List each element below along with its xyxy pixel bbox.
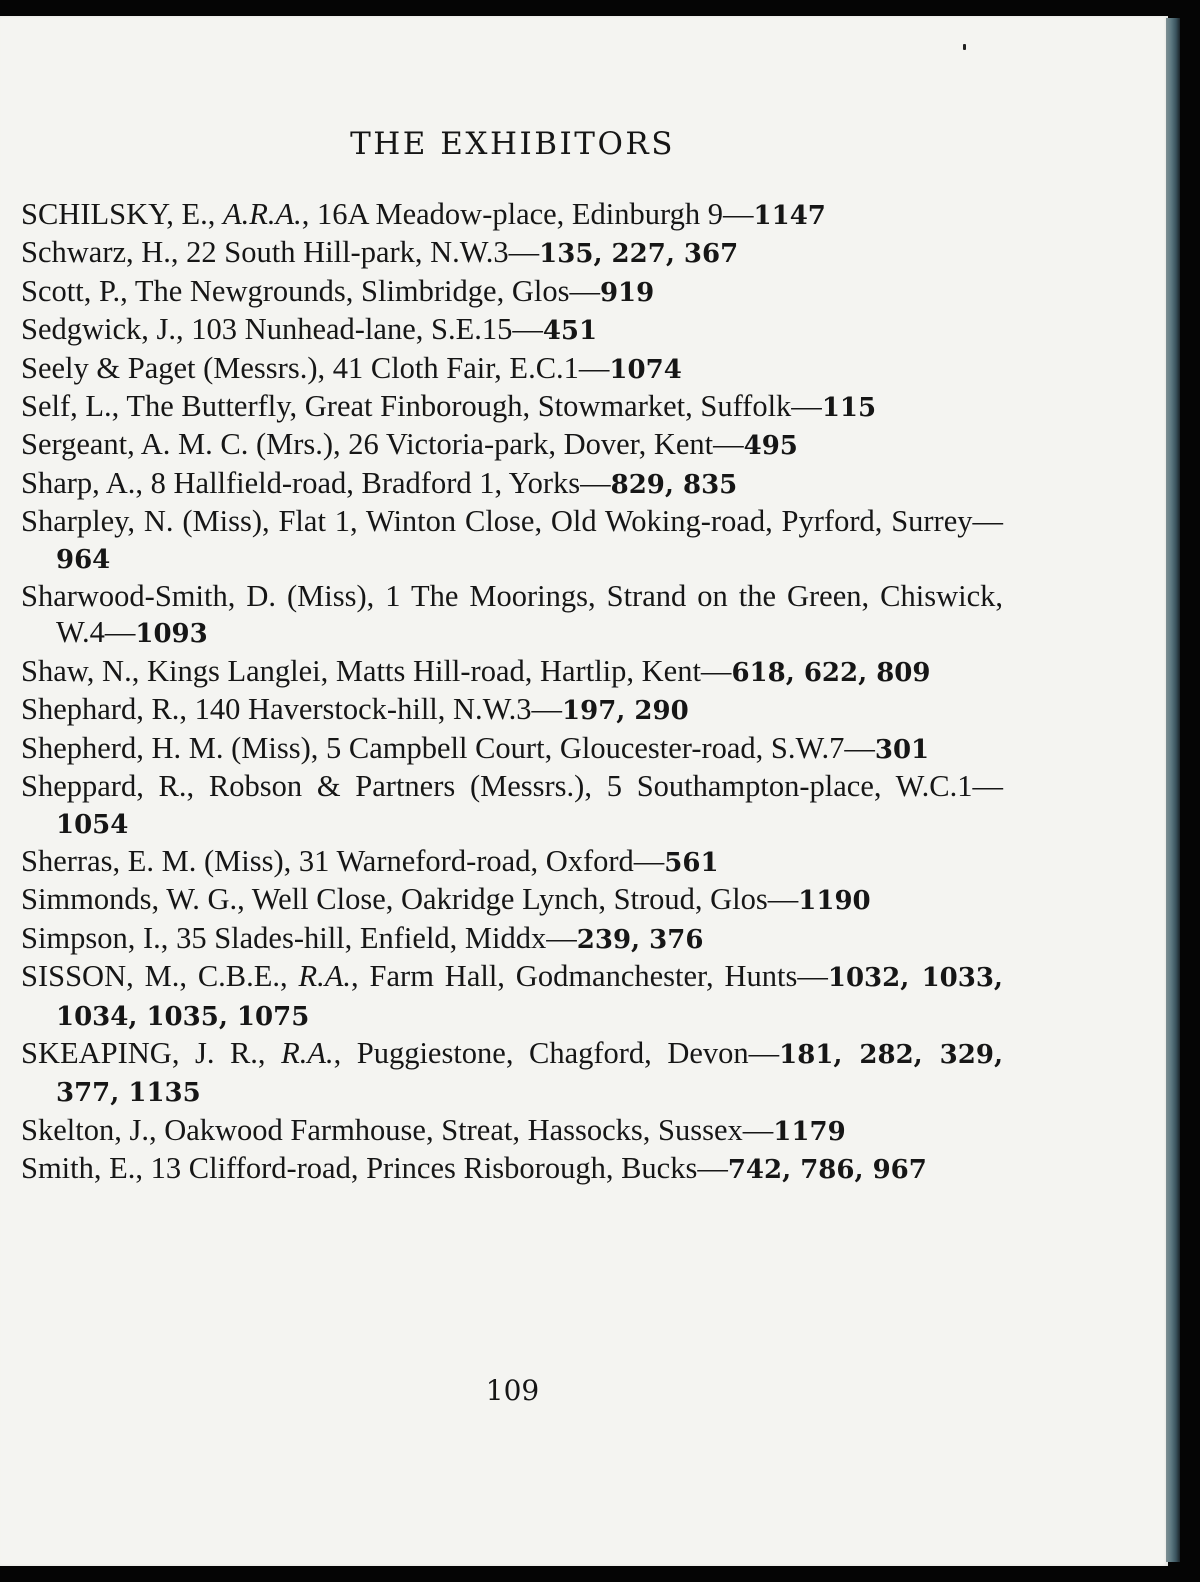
exhibitor-entry xyxy=(21,920,1003,958)
ink-speck xyxy=(963,44,966,50)
exhibitor-honour: A.R.A. xyxy=(222,197,302,231)
exhibit-numbers: 1179 xyxy=(773,1116,846,1147)
exhibitor-address: 103 Nunhead-lane, S.E.15— xyxy=(191,312,543,347)
page-number: 109 xyxy=(485,1374,540,1407)
exhibit-numbers: 1147 xyxy=(753,201,826,231)
exhibitor-name: Shaw, N., xyxy=(21,653,147,688)
exhibitor-name: Sharwood-Smith, D. (Miss), xyxy=(21,579,386,614)
exhibitor-address: , 16A Meadow-place, Edinburgh 9— xyxy=(301,197,754,231)
exhibitor-honour: R.A. xyxy=(298,959,352,994)
exhibit-numbers: 561 xyxy=(664,847,719,878)
exhibitor-address: The Newgrounds, Slimbridge, Glos— xyxy=(134,273,600,308)
exhibitor-entry xyxy=(21,958,1003,1035)
exhibit-numbers: 742, 786, 967 xyxy=(727,1155,927,1186)
exhibitor-entry xyxy=(21,311,1003,349)
exhibitor-name: SKEAPING, J. R., xyxy=(21,1035,282,1070)
exhibitor-name: Shephard, R., xyxy=(21,692,195,727)
exhibitor-address: 22 South Hill-park, N.W.3— xyxy=(186,235,540,270)
exhibitor-entry xyxy=(21,768,1003,843)
exhibitor-address: 140 Haverstock-hill, N.W.3— xyxy=(194,692,563,727)
exhibitor-entry xyxy=(21,578,1003,653)
exhibit-numbers: 1074 xyxy=(609,354,682,385)
exhibitor-name: Schwarz, H., xyxy=(21,235,187,270)
exhibitor-address: , Puggiestone, Chagford, Devon— xyxy=(333,1035,780,1070)
exhibitor-address: 8 Hallfield-road, Bradford 1, Yorks— xyxy=(150,465,611,500)
exhibitor-entry xyxy=(21,691,1003,729)
exhibitor-name: SCHILSKY, E., xyxy=(21,197,223,231)
exhibit-numbers: 618, 622, 809 xyxy=(731,657,931,688)
exhibitor-name: Sharp, A., xyxy=(21,465,151,500)
exhibit-numbers: 919 xyxy=(599,277,655,308)
exhibitor-name: Sheppard, R., Robson & Partners (Messrs.), xyxy=(21,769,607,804)
exhibitor-name: Seely & Paget (Messrs.), xyxy=(21,350,333,385)
exhibitor-list xyxy=(21,196,1003,1189)
exhibitor-name: Sedgwick, J., xyxy=(21,312,192,347)
exhibitor-entry xyxy=(21,881,1003,919)
exhibitor-name: Self, L., xyxy=(21,389,127,424)
exhibitor-name: Sherras, E. M. (Miss), xyxy=(21,843,299,878)
exhibitor-address: 31 Warneford-road, Oxford— xyxy=(298,843,665,878)
exhibitor-entry xyxy=(21,503,1003,578)
exhibit-numbers: 1032, 1033, 1034, 1035, 1075 xyxy=(56,963,1003,1032)
exhibitor-entry xyxy=(21,653,1003,691)
exhibitor-address: Kings Langlei, Matts Hill-road, Hartlip, Kent— xyxy=(146,653,732,688)
page-edge xyxy=(1166,18,1180,1562)
exhibit-numbers: 115 xyxy=(821,393,877,424)
exhibitor-name: Sergeant, A. M. C. (Mrs.), xyxy=(21,427,349,462)
exhibitor-address: 5 Campbell Court, Gloucester-road, S.W.7— xyxy=(326,730,875,765)
exhibit-numbers: 1054 xyxy=(56,809,129,840)
exhibit-numbers: 1190 xyxy=(798,886,871,917)
exhibitor-address: 35 Slades-hill, Enfield, Middx— xyxy=(176,920,577,955)
exhibit-numbers: 135, 227, 367 xyxy=(539,239,739,270)
exhibit-numbers: 197, 290 xyxy=(562,696,689,727)
exhibitor-address: Oakwood Farmhouse, Streat, Hassocks, Sussex— xyxy=(164,1112,774,1147)
exhibitor-entry xyxy=(21,465,1003,503)
exhibit-numbers: 829, 835 xyxy=(610,469,738,500)
exhibitor-name: Smith, E., xyxy=(21,1151,151,1186)
exhibitor-address: Well Close, Oakridge Lynch, Stroud, Glos— xyxy=(251,882,799,917)
exhibitor-name: SISSON, M., C.B.E., xyxy=(21,959,299,994)
exhibit-numbers: 301 xyxy=(874,734,930,765)
exhibitor-entry xyxy=(21,426,1003,464)
exhibitor-name: Shepherd, H. M. (Miss), xyxy=(21,730,326,765)
exhibitor-entry xyxy=(21,730,1003,768)
exhibitor-name: Scott, P., xyxy=(21,273,135,308)
exhibitor-entry xyxy=(21,350,1003,388)
exhibitor-entry xyxy=(21,273,1003,311)
exhibitor-entry xyxy=(21,1112,1003,1150)
exhibitor-name: Sharpley, N. (Miss), xyxy=(21,504,279,539)
exhibit-numbers: 239, 376 xyxy=(576,924,704,955)
exhibitor-entry xyxy=(21,1035,1003,1112)
exhibitor-address: Flat 1, Winton Close, Old Woking-road, Pyrford, Surrey— xyxy=(278,504,1004,539)
exhibitor-name: Simmonds, W. G., xyxy=(21,882,252,917)
exhibitor-entry xyxy=(21,388,1003,426)
exhibit-numbers: 1093 xyxy=(135,619,208,650)
page-title: THE EXHIBITORS xyxy=(350,126,675,162)
exhibitor-honour: R.A. xyxy=(281,1035,334,1070)
exhibitor-address: 13 Clifford-road, Princes Risborough, Bucks— xyxy=(150,1151,728,1186)
exhibit-numbers: 181, 282, 329, 377, 1135 xyxy=(56,1039,1003,1109)
exhibit-numbers: 451 xyxy=(542,316,598,347)
exhibitor-address: 1 The Moorings, Strand on the Green, Chiswick, W.4— xyxy=(56,579,1003,650)
exhibitor-entry xyxy=(21,843,1003,881)
exhibitor-address: The Butterfly, Great Finborough, Stowmarket, Suffolk— xyxy=(126,389,822,424)
exhibitor-entry xyxy=(21,196,1003,234)
exhibit-numbers: 964 xyxy=(56,544,111,575)
exhibitor-address: 26 Victoria-park, Dover, Kent— xyxy=(348,427,744,462)
exhibit-numbers: 495 xyxy=(743,431,798,462)
exhibitor-name: Simpson, I., xyxy=(21,920,177,955)
exhibitor-address: 5 Southampton-place, W.C.1— xyxy=(606,769,1003,804)
exhibitor-entry xyxy=(21,234,1003,272)
exhibitor-address: 41 Cloth Fair, E.C.1— xyxy=(332,350,610,385)
exhibitor-name: Skelton, J., xyxy=(21,1112,165,1147)
exhibitor-address: , Farm Hall, Godmanchester, Hunts— xyxy=(351,959,828,994)
exhibitor-entry xyxy=(21,1150,1003,1188)
